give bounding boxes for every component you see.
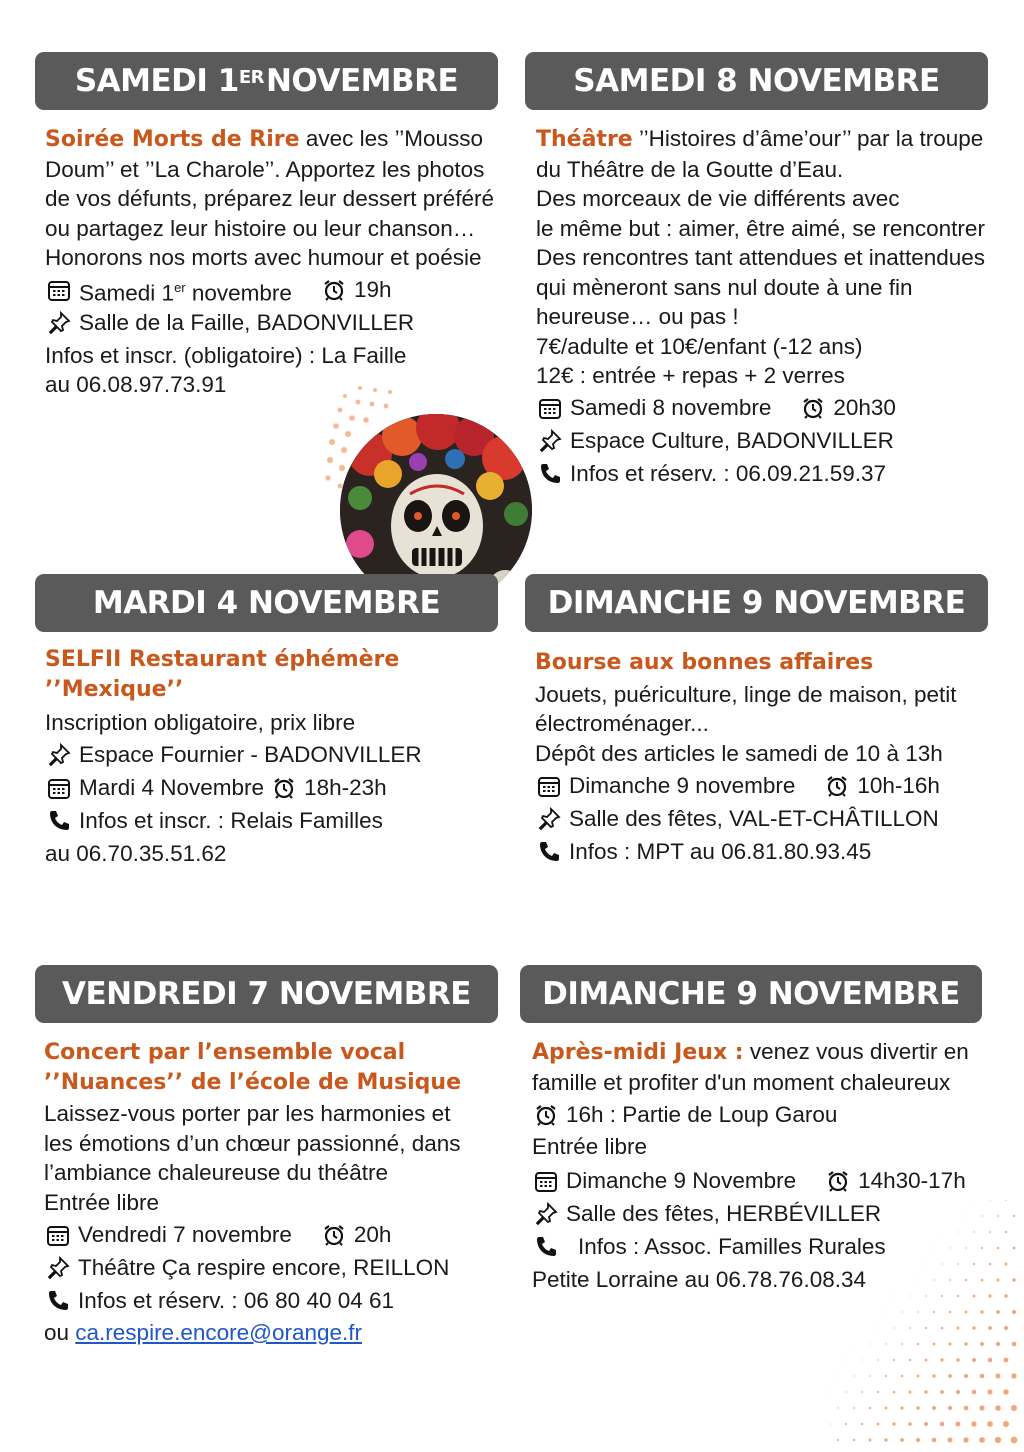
event-time: 20h30 — [833, 395, 896, 421]
event-date: Samedi 8 novembre — [570, 395, 772, 421]
pushpin-icon — [532, 1200, 560, 1228]
desc-line: de vos défunts, préparez leur dessert préféré — [45, 186, 495, 211]
info-row — [45, 806, 422, 837]
desc-line: Doum’’ et ’’La Charole’’. Apportez les photos — [45, 156, 485, 182]
event-time: 19h — [353, 277, 392, 303]
event-title-line — [45, 124, 494, 155]
event-time: 18h-23h — [304, 775, 387, 801]
banner-text: MARDI 4 NOVEMBRE — [92, 585, 441, 621]
event-time: 14h30-17h — [858, 1168, 966, 1194]
calendar-icon — [45, 276, 73, 304]
event-place: Salle des fêtes, VAL-ET-CHÂTILLON — [569, 805, 939, 831]
banner-text: DIMANCHE 9 NOVEMBRE — [542, 976, 960, 1012]
event-date-rest: novembre — [185, 280, 292, 305]
calendar-icon — [535, 772, 563, 800]
desc-line: Dépôt des articles le samedi de 10 à 13h — [535, 740, 943, 766]
phone-icon — [535, 838, 563, 866]
desc-line: Jouets, puériculture, linge de maison, petit — [535, 681, 957, 707]
event-time: 10h-16h — [857, 772, 940, 798]
event-block-selfii — [45, 645, 422, 868]
event-block-bourse — [535, 648, 957, 869]
event-title: Soirée Morts de Rire — [45, 127, 300, 152]
date-time-row — [45, 275, 494, 306]
event-desc-inline: avec les ’’Mousso — [299, 126, 483, 151]
place-row — [45, 740, 422, 771]
desc-line: heureuse… ou pas ! — [536, 304, 739, 329]
event-date: Dimanche 9 novembre — [569, 772, 796, 798]
event-block-concert — [44, 1038, 461, 1348]
banner-vendredi-7 — [35, 965, 498, 1023]
info-row — [536, 459, 985, 490]
event-info: Infos et inscr. : Relais Familles — [79, 808, 383, 834]
event-title-line — [536, 124, 985, 155]
alarm-clock-icon — [320, 1221, 348, 1249]
desc-line: Entrée libre — [532, 1134, 648, 1159]
banner-mardi-4 — [35, 574, 498, 632]
banner-dimanche-9-a — [525, 574, 988, 632]
desc-line: ou partagez leur histoire ou leur chanson… — [45, 215, 476, 241]
banner-dimanche-9-b — [520, 965, 982, 1023]
banner-text: VENDREDI 7 NOVEMBRE — [62, 976, 471, 1012]
event-title: Bourse aux bonnes affaires — [535, 650, 874, 675]
orange-dots-corner-decoration — [830, 1200, 1024, 1452]
event-desc-inline: ’’Histoires d’âme’our’’ par la troupe — [632, 126, 984, 151]
banner-text-rest: NOVEMBRE — [265, 63, 459, 99]
date-time-row — [44, 1219, 461, 1250]
pushpin-icon — [536, 427, 564, 455]
event-place: Salle de la Faille, BADONVILLER — [79, 310, 415, 336]
desc-line: l’ambiance chaleureuse du théâtre — [44, 1160, 388, 1185]
event-date-main: Samedi 1 — [79, 280, 175, 305]
desc-line: le même but : aimer, être aimé, se rencontrer — [536, 215, 985, 241]
date-time-row — [536, 393, 985, 424]
event-info: Infos : Assoc. Familles Rurales — [578, 1234, 886, 1260]
banner-text: DIMANCHE 9 NOVEMBRE — [547, 585, 966, 621]
alarm-clock-icon — [799, 394, 827, 422]
alarm-clock-icon — [270, 774, 298, 802]
calendar-icon — [536, 394, 564, 422]
pushpin-icon — [45, 741, 73, 769]
phone-icon — [44, 1287, 72, 1315]
event-info: Infos et réserv. : 06.09.21.59.37 — [570, 461, 887, 487]
event-date-sup: er — [174, 279, 186, 295]
alarm-clock-icon — [823, 772, 851, 800]
extra-time-row — [532, 1099, 969, 1130]
info-row — [535, 836, 957, 867]
banner-samedi-8 — [525, 52, 988, 110]
desc-line: Laissez-vous porter par les harmonies et — [44, 1101, 451, 1126]
pushpin-icon — [535, 805, 563, 833]
place-row — [45, 308, 494, 339]
event-place: Espace Fournier - BADONVILLER — [79, 742, 422, 768]
calendar-icon — [532, 1167, 560, 1195]
event-title: SELFII Restaurant éphémère — [45, 647, 400, 672]
event-info: Infos : MPT au 06.81.80.93.45 — [569, 838, 872, 864]
desc-line: 12€ : entrée + repas + 2 verres — [536, 363, 845, 388]
event-block-soiree — [45, 124, 494, 400]
desc-line: Entrée libre — [44, 1189, 160, 1215]
place-row — [535, 803, 957, 834]
desc-line: du Théâtre de la Goutte d’Eau. — [536, 156, 844, 182]
event-title-line — [532, 1037, 969, 1068]
event-title: ’’Nuances’’ de l’école de Musique — [44, 1069, 462, 1095]
event-title: Concert par l’ensemble vocal — [44, 1040, 406, 1065]
event-date — [79, 273, 292, 308]
banner-sup: ER — [238, 66, 264, 88]
event-date: Dimanche 9 Novembre — [566, 1168, 797, 1194]
email-link[interactable]: ca.respire.encore@orange.fr — [75, 1320, 363, 1345]
info-line: au 06.08.97.73.91 — [45, 372, 227, 397]
event-time: 20h — [353, 1221, 392, 1247]
place-row — [44, 1252, 461, 1283]
phone-icon — [536, 460, 564, 488]
event-block-theatre — [536, 124, 985, 492]
banner-samedi-1 — [35, 52, 498, 110]
event-desc-inline: venez vous divertir en — [743, 1039, 969, 1064]
calendar-icon — [45, 774, 73, 802]
desc-line: Des morceaux de vie différents avec — [536, 186, 900, 211]
info-line: au 06.70.35.51.62 — [45, 840, 227, 866]
desc-line: 7€/adulte et 10€/enfant (-12 ans) — [536, 333, 863, 359]
phone-icon — [45, 807, 73, 835]
event-place: Espace Culture, BADONVILLER — [570, 428, 894, 454]
event-title: Après-midi Jeux : — [532, 1040, 744, 1065]
alarm-clock-icon — [320, 276, 348, 304]
calendar-icon — [44, 1221, 72, 1249]
desc-line: Inscription obligatoire, prix libre — [45, 710, 356, 735]
info-row — [44, 1285, 461, 1316]
desc-line: qui mèneront sans nul doute à une fin — [536, 274, 913, 300]
extra-time: 16h : Partie de Loup Garou — [566, 1101, 838, 1127]
desc-line: Honorons nos morts avec humour et poésie — [45, 245, 482, 270]
phone-icon — [532, 1233, 560, 1261]
date-time-row — [532, 1166, 969, 1197]
pushpin-icon — [45, 309, 73, 337]
alarm-clock-icon — [532, 1101, 560, 1129]
alarm-clock-icon — [824, 1167, 852, 1195]
email-line — [44, 1318, 461, 1348]
event-date: Vendredi 7 novembre — [78, 1221, 292, 1247]
desc-line: électroménager... — [535, 711, 709, 736]
desc-line: les émotions d’un chœur passionné, dans — [44, 1130, 461, 1156]
event-title: Théâtre — [536, 127, 633, 152]
event-info: Infos et réserv. : 06 80 40 04 61 — [78, 1287, 395, 1313]
desc-line: Des rencontres tant attendues et inattendues — [536, 245, 986, 270]
info-line: Petite Lorraine au 06.78.76.08.34 — [532, 1266, 867, 1292]
pushpin-icon — [44, 1254, 72, 1282]
event-title: ’’Mexique’’ — [45, 676, 184, 702]
desc-line: famille et profiter d'un moment chaleureux — [532, 1069, 951, 1095]
banner-text: SAMEDI 1 — [74, 63, 239, 99]
event-date: Mardi 4 Novembre — [79, 775, 265, 801]
date-time-row — [45, 773, 422, 804]
event-place: Théâtre Ça respire encore, REILLON — [78, 1254, 450, 1280]
info-line: Infos et inscr. (obligatoire) : La Faille — [45, 342, 407, 368]
banner-text: SAMEDI 8 NOVEMBRE — [573, 63, 940, 99]
place-row — [536, 426, 985, 457]
date-time-row — [535, 770, 957, 801]
event-place: Salle des fêtes, HERBÉVILLER — [566, 1201, 882, 1227]
email-prefix: ou — [44, 1320, 76, 1345]
